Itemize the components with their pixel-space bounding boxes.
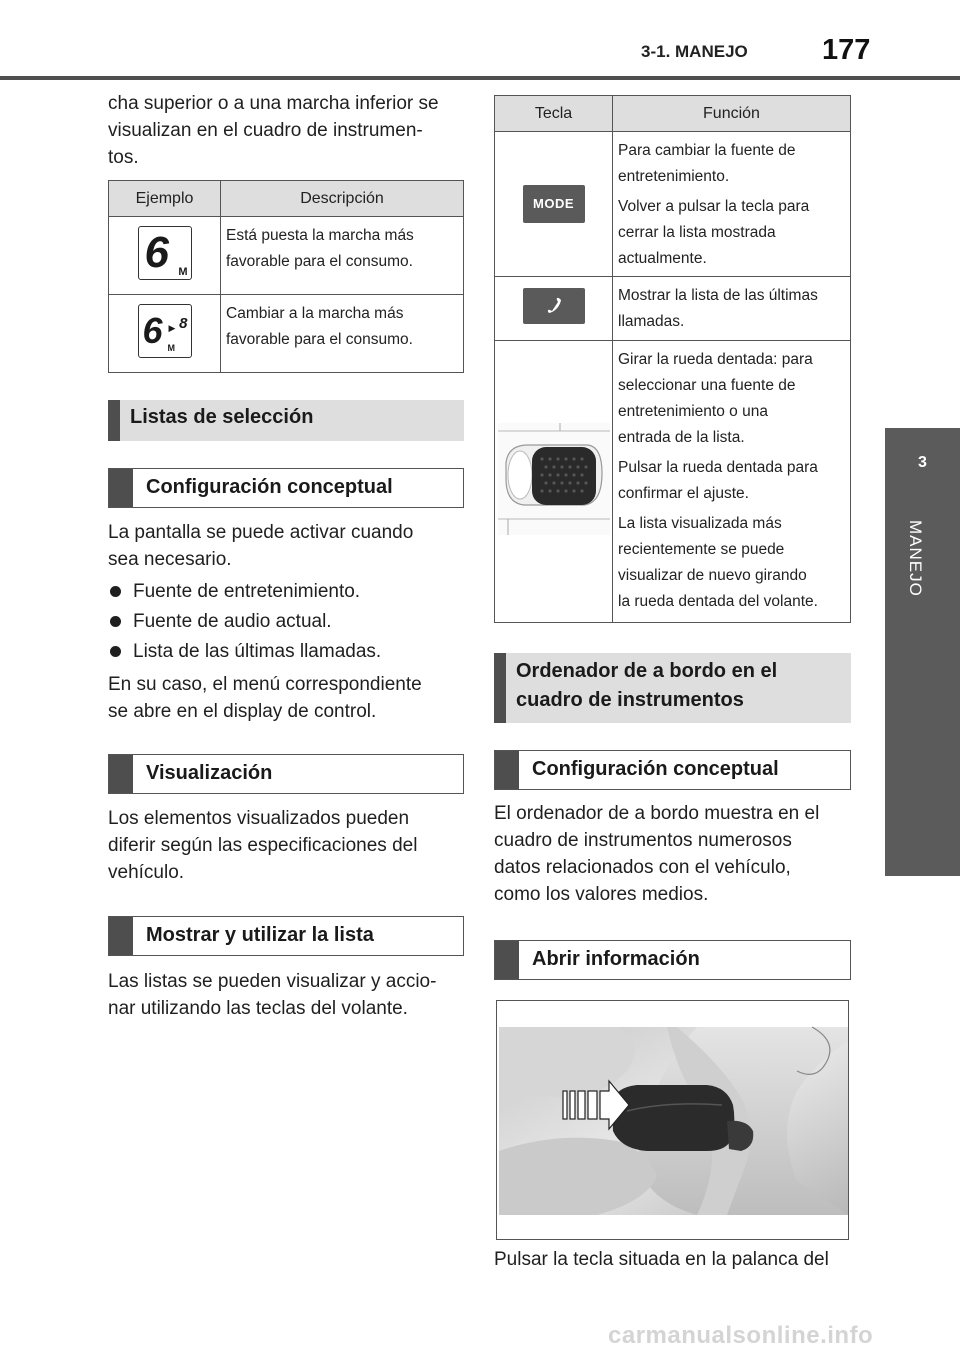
gear-6-m-icon: 6 M [138, 226, 192, 280]
text-line: La lista visualizada más [618, 515, 782, 532]
function-paragraph [618, 283, 845, 335]
ordenador-paragraph [494, 800, 854, 908]
visual-paragraph [108, 805, 468, 886]
key-cell [495, 132, 613, 277]
chapter-tab [885, 428, 960, 506]
subheading-marker [109, 469, 133, 507]
text-line: cerrar la lista mostrada [618, 224, 776, 241]
col-header-description: Descripción [221, 181, 464, 217]
subheading-marker [495, 941, 519, 979]
section-title: 3-1. MANEJO [641, 42, 748, 61]
function-paragraph [618, 511, 845, 615]
text-line: Volver a pulsar la tecla para [618, 198, 810, 215]
function-cell [613, 341, 851, 623]
text-line: sea necesario. [108, 549, 232, 570]
heading-text: cuadro de instrumentos [516, 689, 744, 711]
subheading-marker [495, 751, 519, 789]
function-paragraph [618, 138, 845, 190]
text-line: se abre en el display de control. [108, 701, 377, 722]
text-line: Pulsar la rueda dentada para [618, 459, 818, 476]
config-paragraph [108, 519, 468, 573]
intro-line: cha superior o a una marcha inferior se [108, 93, 439, 114]
text-line: recientemente se puede [618, 541, 785, 558]
gear-description-cell [221, 217, 464, 295]
text-line: datos relacionados con el vehículo, [494, 857, 791, 878]
subheading-text: Abrir información [532, 948, 700, 970]
gear-6-m-shift-8-icon: 6 ▶ 8 M [138, 304, 192, 358]
text-line: entrada de la lista. [618, 429, 745, 446]
intro-paragraph [108, 90, 468, 171]
text-line: como los valores medios. [494, 884, 709, 905]
description-line: favorable para el consumo. [226, 331, 413, 348]
description-line: favorable para el consumo. [226, 253, 413, 270]
function-paragraph [618, 347, 845, 451]
mostrar-paragraph [108, 968, 468, 1022]
subheading-marker [109, 917, 133, 955]
text-line: entretenimiento o una [618, 403, 768, 420]
key-cell [495, 341, 613, 623]
bullet-item: Lista de las últimas llamadas. [108, 638, 381, 665]
text-line: Mostrar la lista de las últimas [618, 287, 818, 304]
description-line: Cambiar a la marcha más [226, 305, 404, 322]
col-header-function: Función [613, 96, 851, 132]
heading-text: Listas de selección [130, 406, 314, 428]
gear-table [108, 180, 464, 373]
header-rule [0, 76, 960, 80]
text-line: diferir según las especificaciones del [108, 835, 418, 856]
bullet-item: Fuente de audio actual. [108, 608, 332, 635]
steering-lever-figure [496, 1000, 849, 1240]
text-line: En su caso, el menú correspondiente [108, 674, 422, 695]
function-paragraph [618, 194, 845, 272]
text-line: llamadas. [618, 313, 685, 330]
subheading-abrir [494, 940, 851, 980]
gear-description-cell [221, 295, 464, 373]
description-line: Está puesta la marcha más [226, 227, 414, 244]
text-line: confirmar el ajuste. [618, 485, 749, 502]
text-line: la rueda dentada del volante. [618, 593, 818, 610]
subheading-mostrar [108, 916, 464, 956]
subheading-text: Configuración conceptual [146, 476, 393, 498]
phone-glyph-icon [523, 288, 585, 324]
text-line: Girar la rueda dentada: para [618, 351, 813, 368]
heading-ordenador [494, 653, 851, 723]
key-cell [495, 277, 613, 341]
keys-table [494, 95, 851, 623]
text-line: Para cambiar la fuente de [618, 142, 796, 159]
text-line: cuadro de instrumentos numerosos [494, 830, 792, 851]
gear-example-cell [109, 295, 221, 373]
text-line: actualmente. [618, 250, 707, 267]
phone-button-icon [523, 288, 585, 324]
subheading-config-left [108, 468, 464, 508]
mode-button-icon: MODE [523, 185, 585, 223]
text-line: vehículo. [108, 862, 185, 883]
final-paragraph: Pulsar la tecla situada en la palanca del [494, 1249, 829, 1270]
subheading-marker [109, 755, 133, 793]
intro-line: visualizan en el cuadro de instrumen- [108, 120, 423, 141]
subheading-text: Visualización [146, 762, 273, 784]
function-cell [613, 277, 851, 341]
text-line: visualizar de nuevo girando [618, 567, 807, 584]
subheading-config-right [494, 750, 851, 790]
shift-arrow-icon: ▶ [168, 323, 176, 333]
function-cell [613, 132, 851, 277]
subheading-text: Configuración conceptual [532, 758, 779, 780]
chapter-number: 3 [918, 454, 927, 471]
menu-paragraph [108, 671, 468, 725]
intro-line: tos. [108, 147, 139, 168]
function-paragraph [618, 455, 845, 507]
text-line: La pantalla se puede activar cuando [108, 522, 414, 543]
heading-text: Ordenador de a bordo en el [516, 660, 778, 682]
subheading-visualizacion [108, 754, 464, 794]
heading-listas [108, 400, 464, 441]
subheading-text: Mostrar y utilizar la lista [146, 924, 374, 946]
text-line: El ordenador de a bordo muestra en el [494, 803, 820, 824]
gear-example-cell [109, 217, 221, 295]
text-line: entretenimiento. [618, 168, 730, 185]
steering-column-lever-illustration [497, 1001, 849, 1240]
text-line: seleccionar una fuente de [618, 377, 796, 394]
text-line: Las listas se pueden visualizar y accio- [108, 971, 437, 992]
bullet-item: Fuente de entretenimiento. [108, 578, 360, 605]
thumbwheel-icon [498, 423, 610, 535]
text-line: Los elementos visualizados pueden [108, 808, 410, 829]
text-line: nar utilizando las teclas del volante. [108, 998, 408, 1019]
page-number: 177 [822, 34, 871, 66]
watermark: carmanualsonline.info [608, 1322, 874, 1349]
chapter-label: MANEJO [906, 520, 925, 597]
col-header-key: Tecla [495, 96, 613, 132]
col-header-example: Ejemplo [109, 181, 221, 217]
